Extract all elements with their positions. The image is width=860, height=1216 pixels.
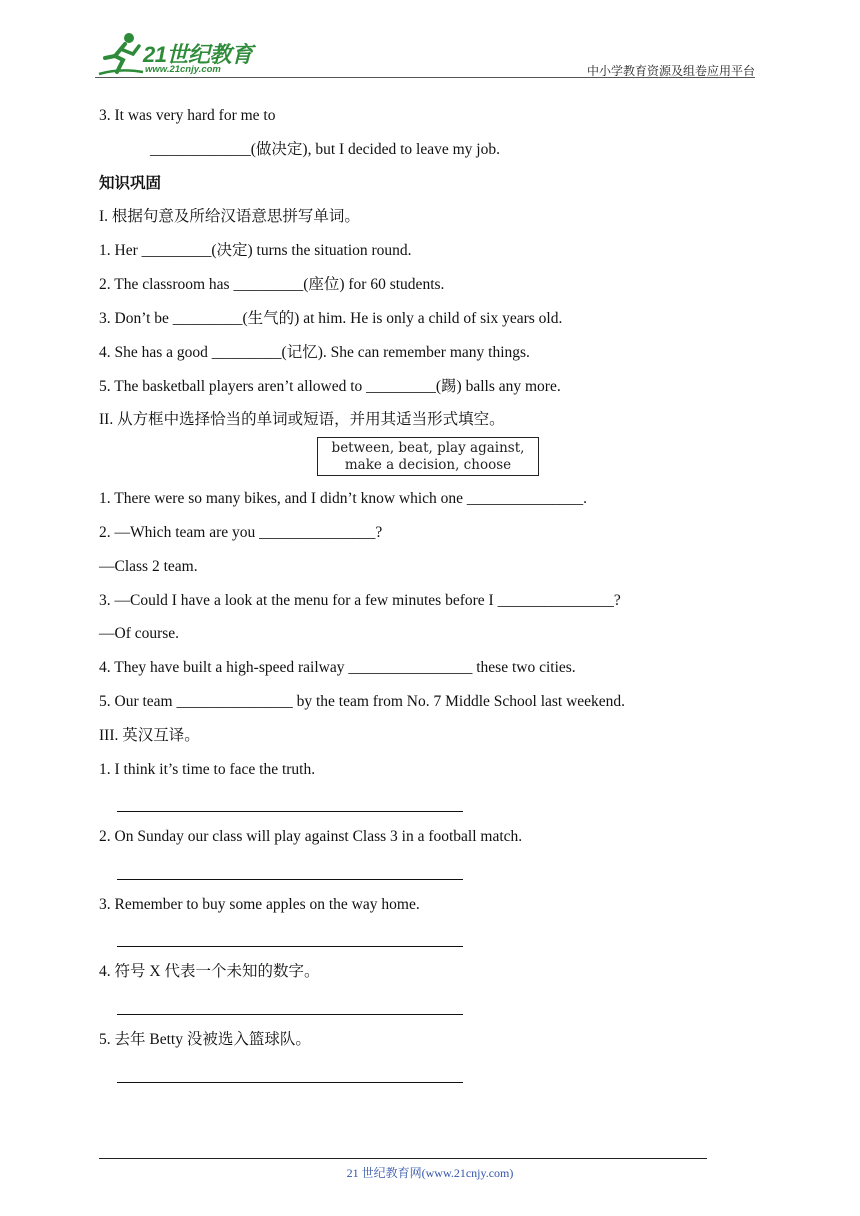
question-line: 3. —Could I have a look at the menu for a few minutes before I _______________? [99, 592, 621, 609]
translation-item: 1. I think it’s time to face the truth. [99, 761, 316, 778]
runner-logo-icon [95, 28, 145, 80]
logo [95, 28, 265, 80]
translation-item: 4. 符号 X 代表一个未知的数字。 [99, 963, 320, 980]
translation-item: 2. On Sunday our class will play against Class 3 in a football match. [99, 828, 523, 845]
footer-divider [99, 1158, 707, 1159]
question-line: 1. There were so many bikes, and I didn’t know which one _______________. [99, 490, 588, 507]
answer-blank [117, 811, 463, 812]
answer-blank [117, 1014, 463, 1015]
question-line: 4. She has a good _________(记忆). She can remember many things. [99, 344, 530, 361]
header-platform-text: 中小学教育资源及组卷应用平台 [586, 64, 755, 78]
answer-blank [117, 879, 463, 880]
section-heading: II. 从方框中选择恰当的单词或短语，并用其适当形式填空。 [99, 411, 505, 428]
word-box-row: between, beat, play against, [331, 440, 525, 456]
translation-item: 3. Remember to buy some apples on the way home. [99, 896, 420, 913]
translation-item: 5. 去年 Betty 没被选入篮球队。 [99, 1031, 311, 1048]
answer-blank [117, 946, 463, 947]
page-header [95, 28, 755, 80]
question-line: 3. It was very hard for me to [99, 107, 276, 124]
section-heading: III. 英汉互译。 [99, 727, 200, 744]
question-line: 4. They have built a high-speed railway ________________ these two cities. [99, 659, 576, 676]
footer-text: 21 世纪教育网(www.21cnjy.com) [346, 1166, 514, 1180]
question-line: _____________(做决定), but I decided to leave my job. [150, 141, 500, 158]
logo-url: www.21cnjy.com [145, 64, 221, 75]
header-divider [95, 77, 755, 78]
question-line: 5. Our team _______________ by the team from No. 7 Middle School last weekend. [99, 693, 626, 710]
logo-text: 21世纪教育 [143, 42, 253, 67]
question-line: 2. The classroom has _________(座位) for 60 students. [99, 276, 445, 293]
word-box-row: make a decision, choose [344, 457, 512, 473]
question-line: 3. Don’t be _________(生气的) at him. He is only a child of six years old. [99, 310, 563, 327]
word-box [317, 437, 539, 476]
question-line: 2. —Which team are you _______________? [99, 524, 383, 541]
question-line: 1. Her _________(决定) turns the situation round. [99, 242, 412, 259]
section-title: 知识巩固 [99, 175, 162, 192]
answer-blank [117, 1082, 463, 1083]
section-heading: I. 根据句意及所给汉语意思拼写单词。 [99, 208, 360, 225]
answer-line-text: —Of course. [99, 625, 180, 642]
answer-line-text: —Class 2 team. [99, 558, 198, 575]
question-line: 5. The basketball players aren’t allowed to _________(踢) balls any more. [99, 378, 561, 395]
